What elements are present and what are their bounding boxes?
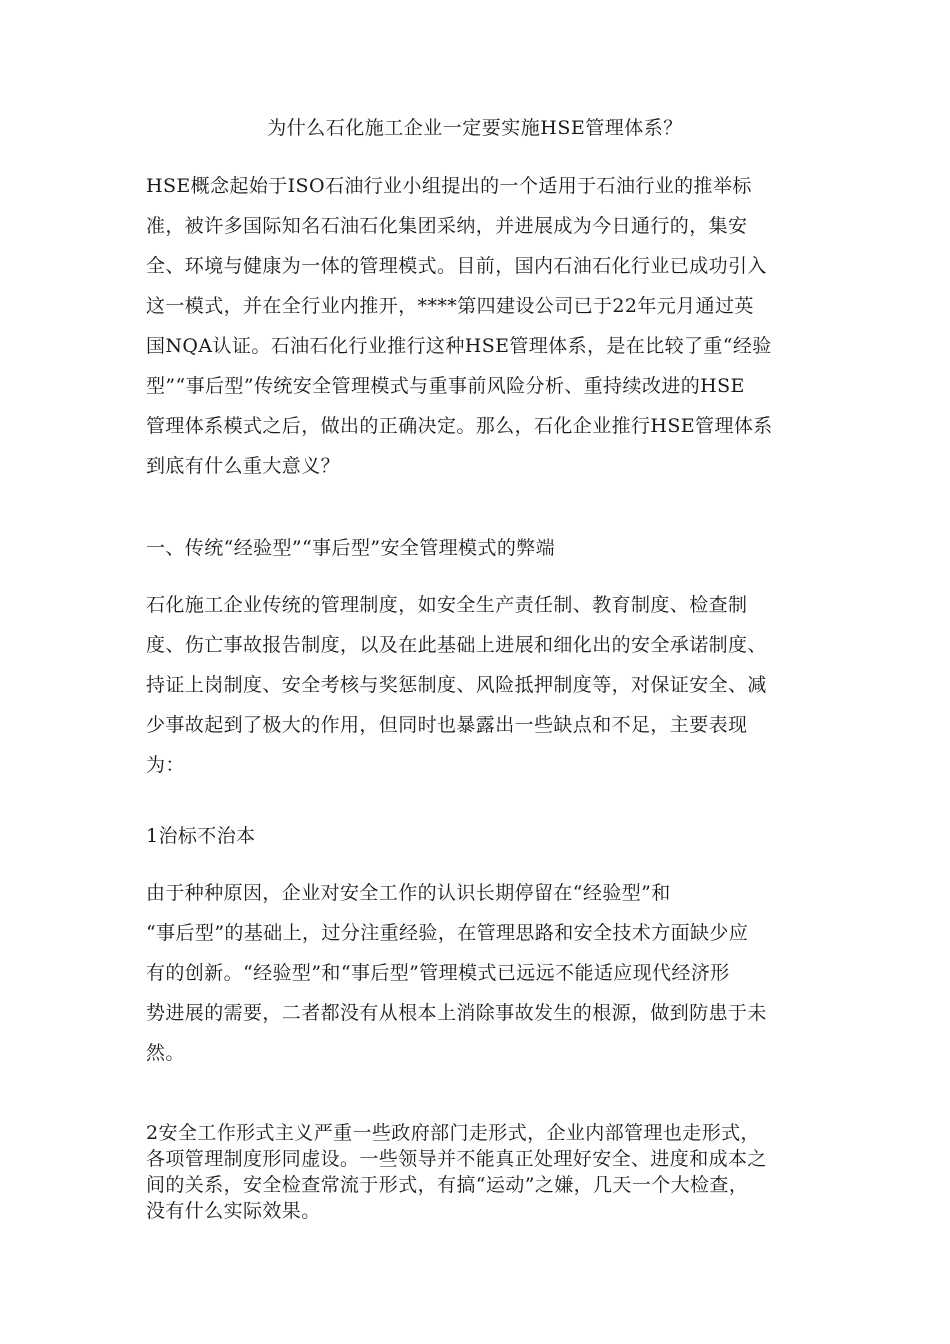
paragraph-section-1-body	[146, 585, 836, 785]
text-line: 然。	[146, 1042, 185, 1064]
text-line: 管理体系模式之后，做出的正确决定。那么，石化企业推行HSE管理体系	[146, 415, 773, 437]
text-line: 有的创新。“经验型”和“事后型”管理模式已远远不能适应现代经济形	[146, 962, 730, 984]
text-line: 石化施工企业传统的管理制度，如安全生产责任制、教育制度、检查制	[146, 594, 748, 616]
paragraph-point-2	[146, 1120, 836, 1224]
text-line: 少事故起到了极大的作用，但同时也暴露出一些缺点和不足，主要表现	[146, 714, 748, 736]
paragraph-intro	[146, 166, 836, 486]
text-line: HSE概念起始于ISO石油行业小组提出的一个适用于石油行业的推举标	[146, 175, 752, 197]
text-line: 持证上岗制度、安全考核与奖惩制度、风险抵押制度等，对保证安全、减	[146, 674, 767, 696]
text-line: 由于种种原因，企业对安全工作的认识长期停留在“经验型”和	[146, 882, 671, 904]
text-line: 各项管理制度形同虚设。一些领导并不能真正处理好安全、进度和成本之	[146, 1148, 767, 1170]
text-line: 2安全工作形式主义严重一些政府部门走形式，企业内部管理也走形式，	[146, 1122, 760, 1144]
text-line: 准，被许多国际知名石油石化集团采纳，并进展成为今日通行的，集安	[146, 215, 748, 237]
point-1-heading	[146, 816, 836, 856]
text-line: 度、伤亡事故报告制度，以及在此基础上进展和细化出的安全承诺制度、	[146, 634, 767, 656]
text-line: 势进展的需要，二者都没有从根本上消除事故发生的根源，做到防患于未	[146, 1002, 767, 1024]
text-line: 间的关系，安全检查常流于形式，有搞“运动”之嫌，几天一个大检查，	[146, 1174, 749, 1196]
section-heading-1	[146, 528, 836, 568]
text-line: 一、传统“经验型”“事后型”安全管理模式的弊端	[146, 537, 556, 559]
text-line: 到底有什么重大意义？	[146, 455, 341, 477]
text-line: “事后型”的基础上，过分注重经验，在管理思路和安全技术方面缺少应	[146, 922, 749, 944]
text-line: 为：	[146, 754, 185, 776]
text-line: 全、环境与健康为一体的管理模式。目前，国内石油石化行业已成功引入	[146, 255, 767, 277]
text-line: 这一模式，并在全行业内推开，****第四建设公司已于22年元月通过英	[146, 295, 754, 317]
document-title: 为什么石化施工企业一定要实施HSE管理体系？	[267, 117, 683, 139]
paragraph-point-1-body	[146, 873, 836, 1073]
text-line: 没有什么实际效果。	[146, 1200, 321, 1222]
text-line: 国NQA认证。石油石化行业推行这种HSE管理体系，是在比较了重“经验	[146, 335, 772, 357]
text-line: 1治标不治本	[146, 825, 256, 847]
text-line: 型”“事后型”传统安全管理模式与重事前风险分析、重持续改进的HSE	[146, 375, 745, 397]
